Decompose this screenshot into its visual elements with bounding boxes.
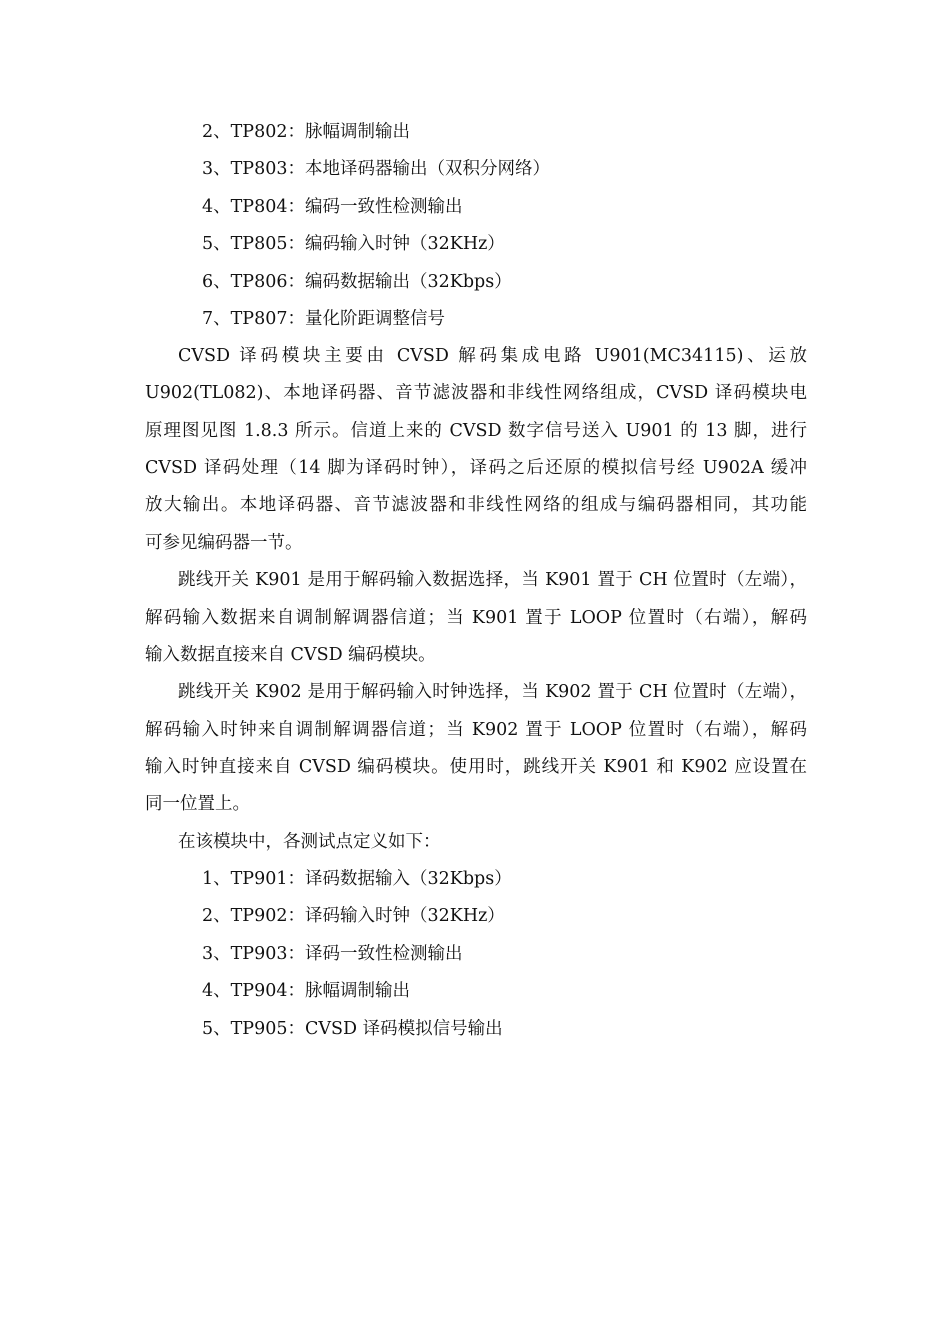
list-item: 2、TP902：译码输入时钟（32KHz） <box>202 906 505 926</box>
paragraph-line: CVSD 译码模块主要由 CVSD 解码集成电路 U901(MC34115)、运放 <box>178 346 807 366</box>
paragraph-line: 放大输出。本地译码器、音节滤波器和非线性网络的组成与编码器相同，其功能 <box>145 495 807 515</box>
list-item: 5、TP905：CVSD 译码模拟信号输出 <box>202 1019 503 1039</box>
list-item: 3、TP803：本地译码器输出（双积分网络） <box>202 159 550 179</box>
list-item: 3、TP903：译码一致性检测输出 <box>202 944 463 964</box>
list-item: 4、TP804：编码一致性检测输出 <box>202 197 463 217</box>
paragraph-line: 在该模块中，各测试点定义如下： <box>178 832 441 852</box>
paragraph-line: 解码输入数据来自调制解调器信道；当 K901 置于 LOOP 位置时（右端），解码 <box>145 608 807 628</box>
list-item: 1、TP901：译码数据输入（32Kbps） <box>202 869 512 889</box>
paragraph-line: 输入时钟直接来自 CVSD 编码模块。使用时，跳线开关 K901 和 K902 应设置在 <box>145 757 807 777</box>
paragraph-line: U902(TL082)、本地译码器、音节滤波器和非线性网络组成，CVSD 译码模块电 <box>145 383 807 403</box>
paragraph-line: 跳线开关 K902 是用于解码输入时钟选择，当 K902 置于 CH 位置时（左端）， <box>178 682 807 702</box>
paragraph-line: 输入数据直接来自 CVSD 编码模块。 <box>145 645 436 665</box>
paragraph-line: 可参见编码器一节。 <box>145 533 303 553</box>
list-item: 2、TP802：脉幅调制输出 <box>202 122 410 142</box>
list-item: 5、TP805：编码输入时钟（32KHz） <box>202 234 505 254</box>
paragraph-line: CVSD 译码处理（14 脚为译码时钟），译码之后还原的模拟信号经 U902A 缓冲 <box>145 458 807 478</box>
paragraph-line: 解码输入时钟来自调制解调器信道；当 K902 置于 LOOP 位置时（右端），解码 <box>145 720 807 740</box>
paragraph-line: 同一位置上。 <box>145 794 250 814</box>
paragraph-line: 跳线开关 K901 是用于解码输入数据选择，当 K901 置于 CH 位置时（左端）， <box>178 570 807 590</box>
list-item: 4、TP904：脉幅调制输出 <box>202 981 410 1001</box>
paragraph-line: 原理图见图 1.8.3 所示。信道上来的 CVSD 数字信号送入 U901 的 13 脚，进行 <box>145 421 807 441</box>
list-item: 6、TP806：编码数据输出（32Kbps） <box>202 272 512 292</box>
list-item: 7、TP807：量化阶距调整信号 <box>202 309 445 329</box>
